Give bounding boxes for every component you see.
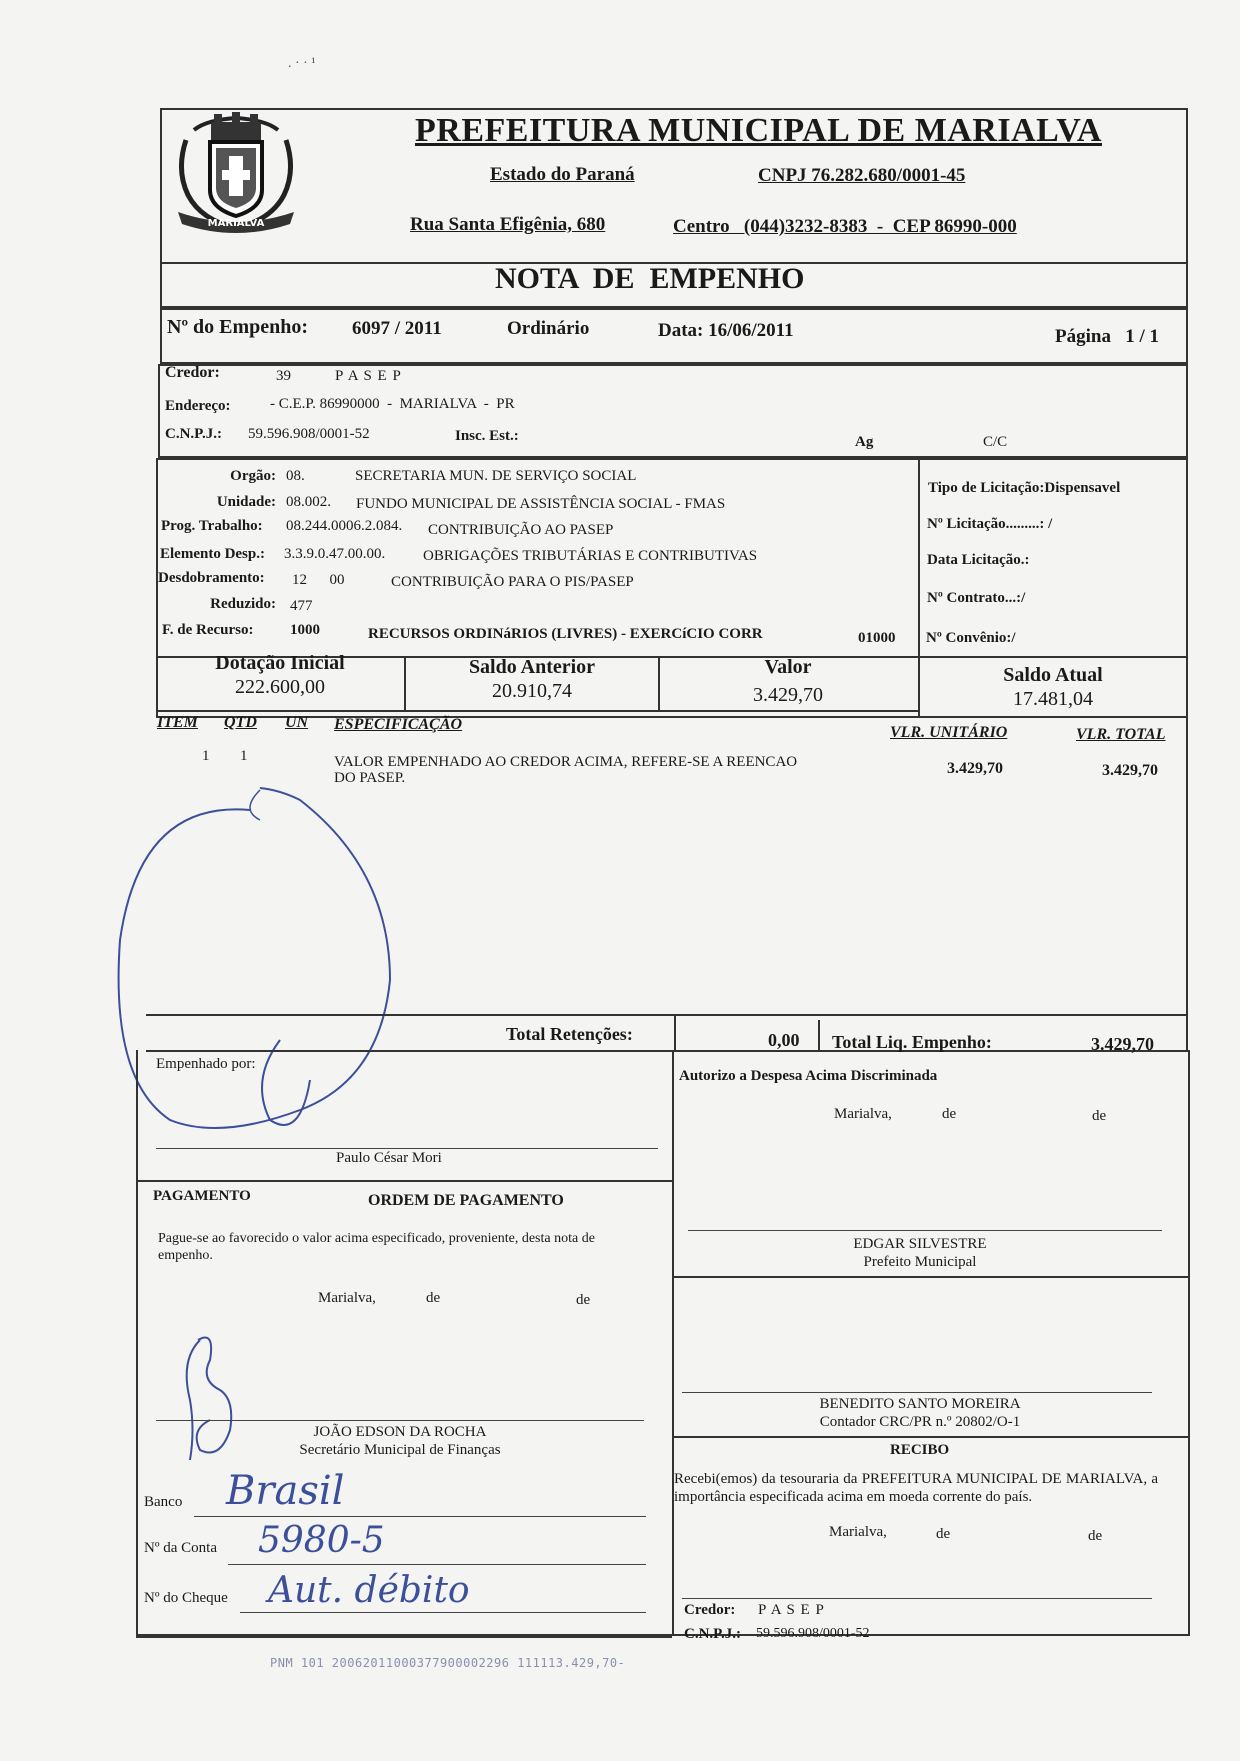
unidade-code: 08.002. <box>286 494 331 510</box>
ordem-label: ORDEM DE PAGAMENTO <box>368 1192 564 1209</box>
header-title: PREFEITURA MUNICIPAL DE MARIALVA <box>415 112 1102 149</box>
autorizo-title: Autorizo a Despesa Acima Discriminada <box>679 1068 938 1084</box>
secretario-signature <box>160 1320 260 1470</box>
header-district-phone: Centro (044)3232-8383 - CEP 86990-000 <box>673 216 1017 237</box>
lower-center-divider <box>672 1050 674 1636</box>
totais-right <box>1186 1014 1188 1052</box>
cheque-handwriting: Aut. débito <box>268 1570 470 1611</box>
conta-label: Nº da Conta <box>144 1540 217 1556</box>
prog-label: Prog. Trabalho: <box>161 518 263 534</box>
col-qtd: QTD <box>224 714 257 731</box>
recibo-place: Marialva, <box>829 1524 887 1540</box>
empenho-type: Ordinário <box>507 318 590 339</box>
cheque-label: Nº do Cheque <box>144 1590 228 1606</box>
empenho-page: Página 1 / 1 <box>1055 326 1159 347</box>
contador-role: Contador CRC/PR n.º 20802/O-1 <box>819 1414 1021 1430</box>
endereco-label: Endereço: <box>165 398 231 414</box>
valor-value: 3.429,70 <box>753 684 823 706</box>
items-right-border <box>1186 718 1188 1014</box>
header-cnpj: CNPJ 76.282.680/0001-45 <box>758 165 966 186</box>
liq-value: 3.429,70 <box>1091 1034 1154 1054</box>
autorizo-de2: de <box>1092 1108 1107 1124</box>
credor-code: 39 <box>276 368 291 384</box>
item-1-qtd: 1 <box>240 748 248 764</box>
empenho-label: Nº do Empenho: <box>167 316 309 338</box>
prog-desc: CONTRIBUIÇÃO AO PASEP <box>428 522 614 538</box>
desd-code: 12 00 <box>292 572 345 588</box>
elem-desc: OBRIGAÇÕES TRIBUTÁRIAS E CONTRIBUTIVAS <box>423 548 758 564</box>
pagamento-label: PAGAMENTO <box>153 1188 251 1204</box>
conta-line[interactable] <box>228 1564 646 1565</box>
item-1-desc-1: VALOR EMPENHADO AO CREDOR ACIMA, REFERE-SE A REENCAO <box>334 754 798 770</box>
endereco-value: - C.E.P. 86990000 - MARIALVA - PR <box>270 396 515 412</box>
recibo-de2: de <box>1088 1528 1103 1544</box>
licitacao-convenio: Nº Convênio:/ <box>926 630 1016 646</box>
totais-div-1 <box>674 1014 676 1052</box>
recibo-sign-line <box>682 1598 1152 1599</box>
recurso-code: 1000 <box>290 622 320 638</box>
elem-label: Elemento Desp.: <box>160 546 265 562</box>
contador-sign-line <box>682 1392 1152 1393</box>
totais-top <box>146 1014 1188 1016</box>
totais-div-2 <box>818 1020 820 1052</box>
header-address: Rua Santa Efigênia, 680 <box>410 214 606 235</box>
valores-div-1 <box>404 656 406 712</box>
contador-bottom <box>672 1436 1190 1438</box>
item-1-vlr-unit: 3.429,70 <box>947 760 1003 777</box>
crest-logo <box>166 100 306 240</box>
recibo-text: Recebi(emos) da tesouraria da PREFEITURA MUNICIPAL DE MARIALVA, a importância especificada acima em moeda corrente do país. <box>674 1471 1158 1505</box>
dotacao-value: 222.600,00 <box>235 676 325 698</box>
col-vlr-unit: VLR. UNITÁRIO <box>890 724 1008 741</box>
banco-line[interactable] <box>194 1516 646 1517</box>
recibo-de1: de <box>936 1526 951 1542</box>
recurso-label: F. de Recurso: <box>162 622 254 638</box>
elem-code: 3.3.9.0.47.00.00. <box>284 546 386 562</box>
saldo-atual-label: Saldo Atual <box>1003 664 1103 686</box>
pagamento-de2: de <box>576 1292 591 1308</box>
liq-label: Total Liq. Empenho: <box>832 1032 992 1052</box>
crest-text: MARIALVA <box>207 218 265 229</box>
licitacao-numero: Nº Licitação.........: / <box>927 516 1053 532</box>
credor-name: P A S E P <box>335 368 402 384</box>
desd-label: Desdobramento: <box>158 570 265 586</box>
licitacao-contrato: Nº Contrato...:/ <box>927 590 1026 606</box>
header-state: Estado do Paraná <box>490 164 635 185</box>
banco-label: Banco <box>144 1494 183 1510</box>
autorizo-sign-line <box>688 1230 1162 1231</box>
licitacao-tipo-text: Tipo de Licitação:Dispensavel <box>928 480 1121 496</box>
saldo-atual-value: 17.481,04 <box>1013 688 1093 710</box>
recibo-credor: P A S E P <box>758 1602 825 1618</box>
empenhado-label: Empenhado por: <box>156 1056 256 1072</box>
secretario-sign-line <box>156 1420 644 1421</box>
cnpj-value: 59.596.908/0001-52 <box>248 426 370 442</box>
recurso-desc: RECURSOS ORDINáRIOS (LIVRES) - EXERCíCIO CORR <box>368 626 763 642</box>
ag-label: Ag <box>855 434 874 450</box>
cc-label: C/C <box>983 434 1008 450</box>
retencoes-value: 0,00 <box>768 1030 800 1050</box>
empenho-date: Data: 16/06/2011 <box>658 320 794 341</box>
recibo-cnpj-label: C.N.P.J.: <box>684 1626 741 1642</box>
autorizo-signer-role: Prefeito Municipal <box>863 1254 977 1270</box>
saldo-anterior-label: Saldo Anterior <box>468 656 596 678</box>
valores-div-2 <box>658 656 660 712</box>
stray-mark: . · · ¹ <box>288 56 316 71</box>
bank-stamp: PNM 101 20062011000377900002296 111113.429,70- <box>270 1656 626 1670</box>
col-espec: ESPECIFICAÇÃO <box>334 716 463 733</box>
pagamento-de1: de <box>426 1290 441 1306</box>
empenhado-name: Paulo César Mori <box>336 1150 442 1166</box>
autorizo-signer-name: EDGAR SILVESTRE <box>853 1236 987 1252</box>
desd-desc: CONTRIBUIÇÃO PARA O PIS/PASEP <box>391 574 634 590</box>
secretario-name: JOÃO EDSON DA ROCHA <box>313 1424 487 1440</box>
orgao-desc: SECRETARIA MUN. DE SERVIÇO SOCIAL <box>355 468 637 484</box>
cnpj-label: C.N.P.J.: <box>165 426 222 442</box>
recurso-num: 01000 <box>858 630 896 646</box>
reduzido-value: 477 <box>290 598 313 614</box>
orgao-label: Orgão: <box>230 468 276 484</box>
credor-label: Credor: <box>165 364 220 381</box>
unidade-label: Unidade: <box>216 494 276 510</box>
dotacao-label: Dotação Inicial <box>215 652 345 674</box>
banco-handwriting: Brasil <box>226 1468 345 1514</box>
doc-title: NOTA DE EMPENHO <box>495 262 805 295</box>
secretario-role: Secretário Municipal de Finanças <box>299 1442 501 1458</box>
item-1-item: 1 <box>202 748 210 764</box>
reduzido-label: Reduzido: <box>210 596 276 612</box>
classificacao-divider <box>918 458 920 658</box>
conta-handwriting: 5980-5 <box>258 1520 385 1561</box>
recibo-credor-label: Credor: <box>684 1602 736 1618</box>
empenho-number: 6097 / 2011 <box>352 318 442 339</box>
col-vlr-total: VLR. TOTAL <box>1076 726 1166 743</box>
col-item: ITEM <box>157 714 198 731</box>
item-1-vlr-total: 3.429,70 <box>1102 762 1158 779</box>
empenhado-sign-line <box>156 1148 658 1149</box>
retencoes-label: Total Retenções: <box>506 1024 633 1044</box>
valores-bottom-line <box>156 710 918 712</box>
unidade-desc: FUNDO MUNICIPAL DE ASSISTÊNCIA SOCIAL - FMAS <box>356 496 726 512</box>
licitacao-data: Data Licitação.: <box>927 552 1030 568</box>
valor-label: Valor <box>764 656 812 678</box>
item-1-desc-2: DO PASEP. <box>334 770 406 786</box>
col-un: UN <box>285 714 309 731</box>
recibo-cnpj: 59.596.908/0001-52 <box>756 1626 870 1641</box>
cheque-line[interactable] <box>240 1612 646 1613</box>
licitacao-tipo <box>928 480 1120 497</box>
autorizo-place: Marialva, <box>834 1106 892 1122</box>
autorizo-bottom <box>672 1276 1190 1278</box>
valores-div-3 <box>918 656 920 718</box>
empenhado-bottom <box>136 1180 672 1182</box>
pagamento-place: Marialva, <box>318 1290 376 1306</box>
autorizo-de1: de <box>942 1106 957 1122</box>
orgao-code: 08. <box>286 468 305 484</box>
saldo-anterior-value: 20.910,74 <box>492 680 572 702</box>
contador-name: BENEDITO SANTO MOREIRA <box>819 1396 1021 1412</box>
insc-label: Insc. Est.: <box>455 428 519 444</box>
lower-bottom-left <box>136 1636 672 1638</box>
recibo-title: RECIBO <box>890 1442 950 1458</box>
prog-code: 08.244.0006.2.084. <box>286 518 403 534</box>
pagamento-text: Pague-se ao favorecido o valor acima especificado, proveniente, desta nota de empenho. <box>158 1231 595 1263</box>
